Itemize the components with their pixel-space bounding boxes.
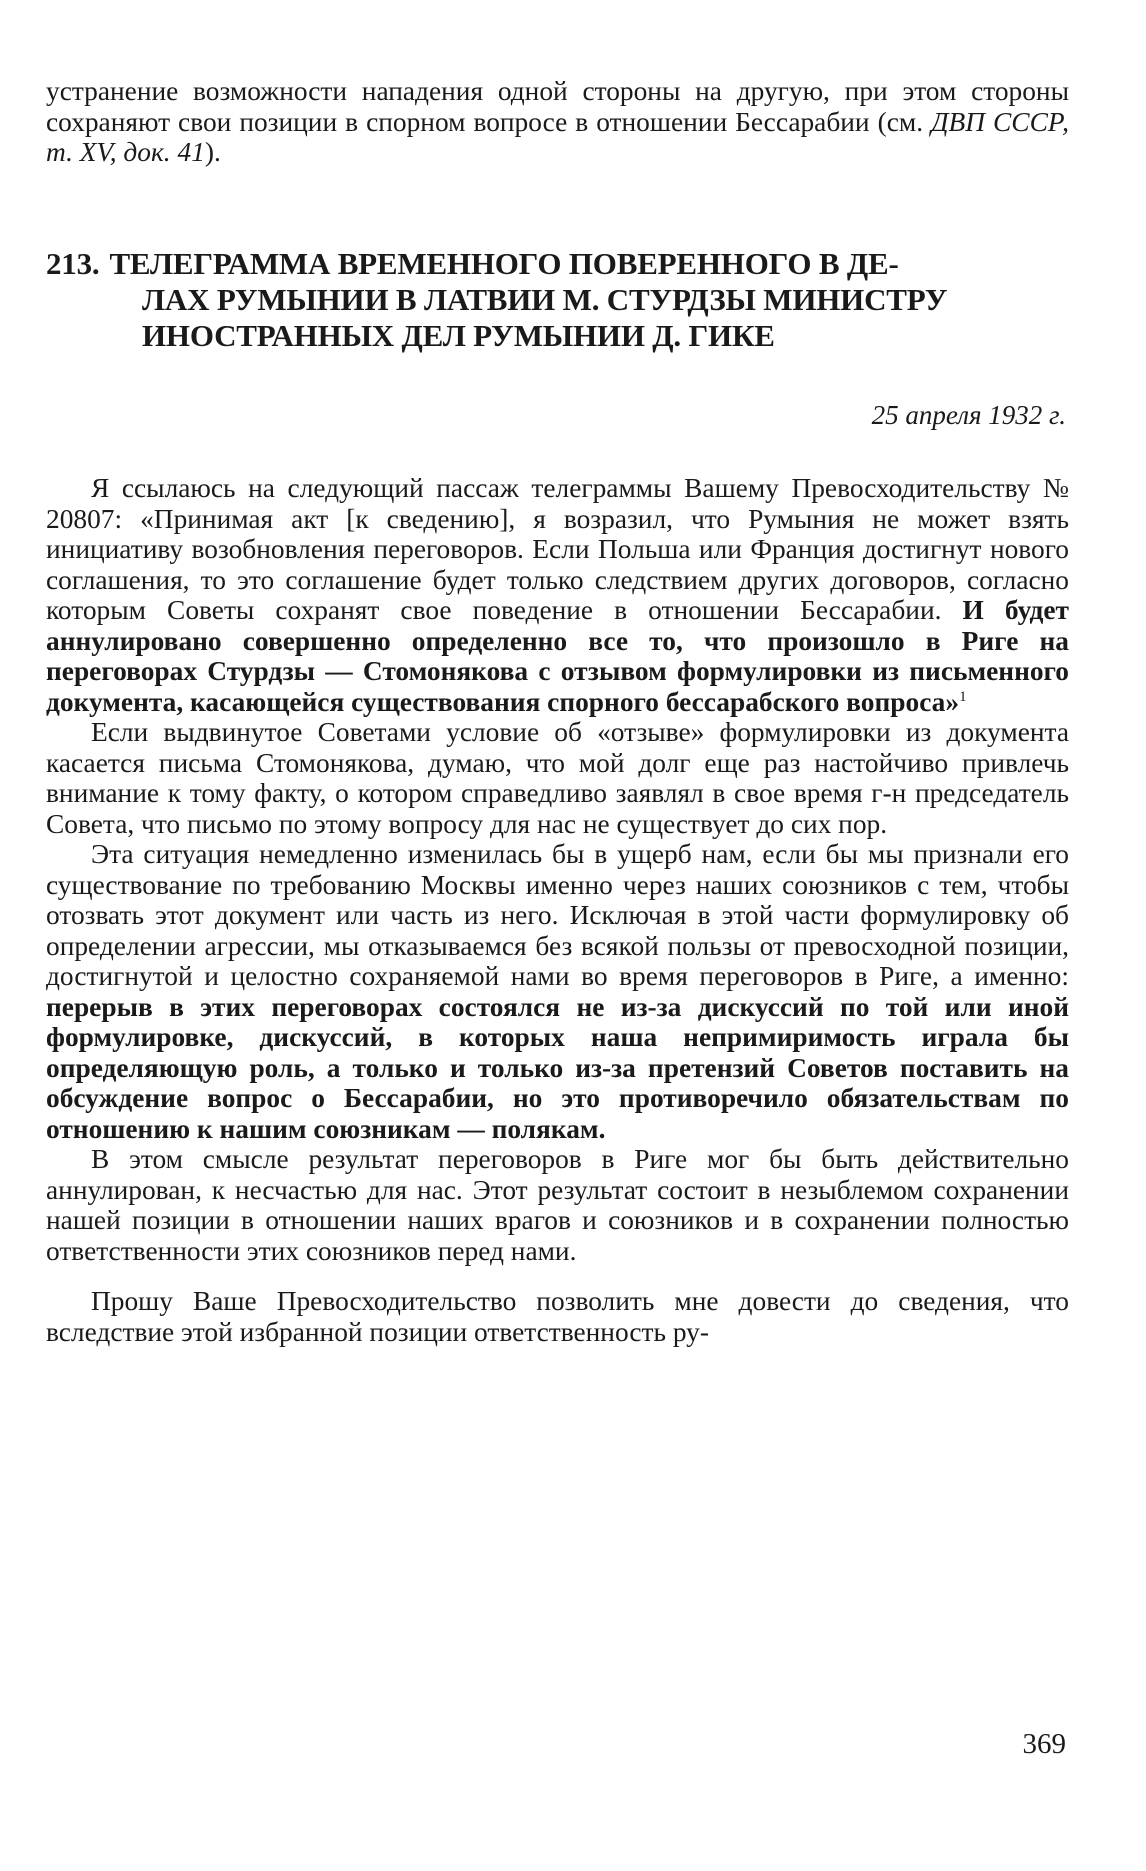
- paragraph-2: Если выдвинутое Советами условие об «отзыве» формулировки из документа касается письма Стомонякова, думаю, что мой долг еще раз настойчиво привлечь внимание к тому факту, о котором справедливо заявлял в свое время г-н председатель Совета, что письмо по этому вопросу для нас не существует до сих пор.: [46, 717, 1069, 839]
- paragraph-5: Прошу Ваше Превосходительство позволить мне довести до сведения, что вследствие этой избранной позиции ответственность ру-: [46, 1286, 1069, 1347]
- paragraph-3: [46, 839, 1069, 1144]
- intro-reference: ДВП СССР, т. XV, док. 41: [46, 106, 1070, 167]
- paragraph-3-text: Эта ситуация немедленно изменилась бы в ущерб нам, если бы мы признали его существование по требованию Москвы именно через наших союзников с тем, чтобы отозвать этот документ или часть из него. Исключая в этой части формулировку об определении агрессии, мы отказываемся без всякой пользы от превосходной позиции, достигнутой и целостно сохраняемой нами во время переговоров в Риге, а именно:: [46, 839, 1069, 991]
- intro-text: устранение возможности нападения одной стороны на другую, при этом стороны сохраняют свои позиции в спорном вопросе в отношении Бессарабии (см.: [46, 76, 1069, 137]
- paragraph-1-text: Я ссылаюсь на следующий пассаж телеграммы Вашему Превосходительству № 20807: «Принимая акт [к сведению], я возразил, что Румыния не может взять инициативу возобновления переговоров. Если Польша или Франция достигнут нового соглашения, то это соглашение будет только следствием других договоров, согласно которым Советы сохранят свое поведение в отношении Бессарабии.: [46, 473, 1069, 625]
- document-title-rest: ЛАХ РУМЫНИИ В ЛАТВИИ М. СТУРДЗЫ МИНИСТРУ ИНОСТРАННЫХ ДЕЛ РУМЫНИИ Д. ГИКЕ: [142, 282, 948, 353]
- intro-text-end: ).: [204, 137, 221, 167]
- document-title-line1: ТЕЛЕГРАММА ВРЕМЕННОГО ПОВЕРЕННОГО В ДЕ-: [109, 246, 899, 281]
- document-number: 213.: [46, 246, 100, 281]
- document-body: [46, 473, 1069, 1347]
- page-number: 369: [1022, 1728, 1066, 1760]
- intro-paragraph: [46, 76, 1069, 168]
- paragraph-1-bold-text: И будет аннулировано совершенно определенно все то, что произошло в Риге на переговорах Стурдзы — Стомонякова с отзывом формулировки из письменного документа, касающейся существования спорного бессарабского вопроса»: [46, 595, 1070, 717]
- paragraph-1: [46, 473, 1069, 717]
- paragraph-4: В этом смысле результат переговоров в Риге мог бы быть действительно аннулирован, к несчастью для нас. Этот результат состоит в незыблемом сохранении нашей позиции в отношении наших врагов и союзников и в сохранении полностью ответственности этих союзников перед нами.: [46, 1144, 1069, 1266]
- document-title: [46, 246, 1076, 354]
- document-date: 25 апреля 1932 г.: [871, 400, 1066, 430]
- footnote-marker: 1: [959, 688, 967, 705]
- paragraph-3-bold-text: перерыв в этих переговорах состоялся не из-за дискуссий по той или иной формулировке, дискуссий, в которых наша непримиримость играла бы определяющую роль, а только и только из-за претензий Советов поставить на обсуждение вопрос о Бессарабии, но это противоречило обязательствам по отношению к нашим союзникам — полякам.: [46, 991, 1069, 1144]
